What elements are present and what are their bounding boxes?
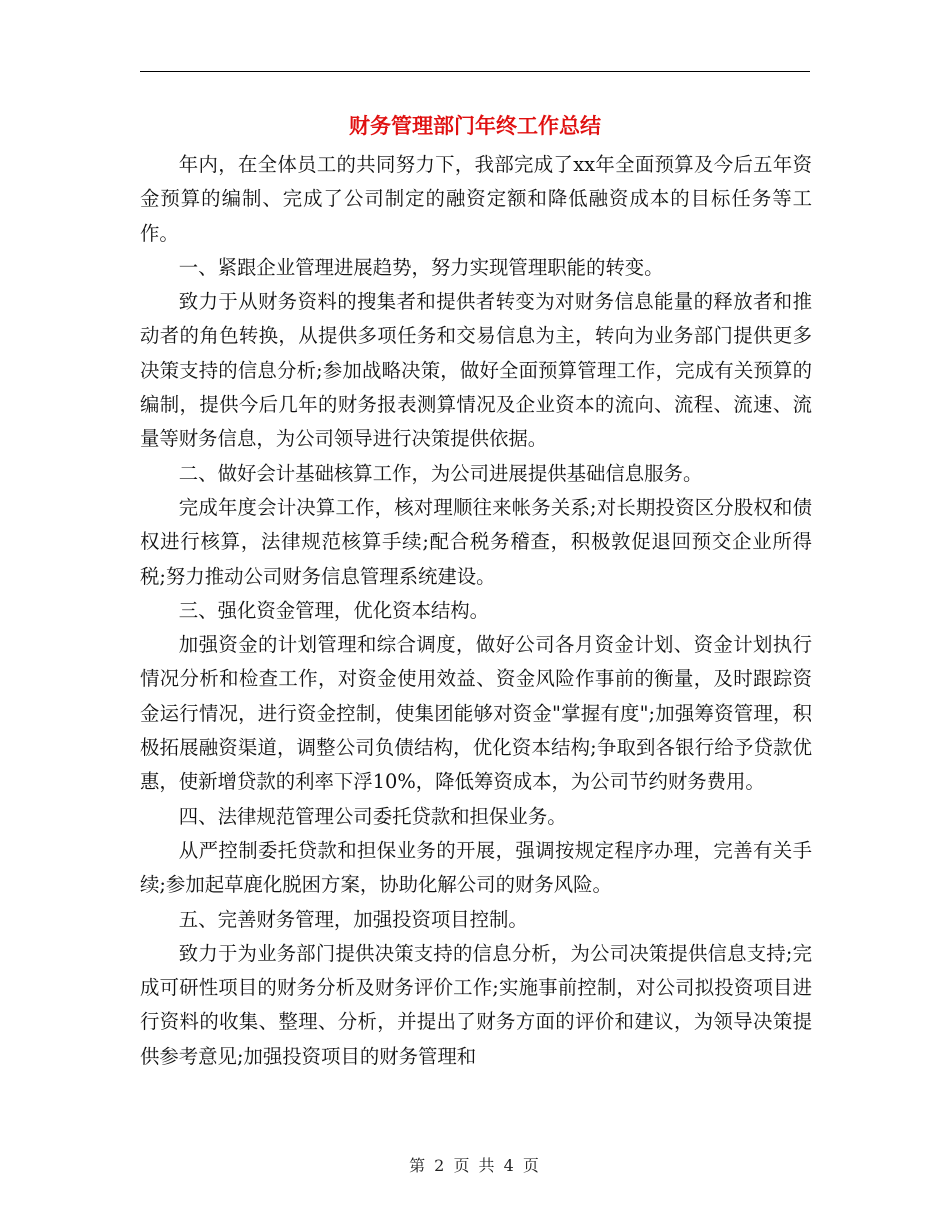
document-title: 财务管理部门年终工作总结 xyxy=(349,113,601,138)
header-rule xyxy=(140,71,810,72)
page-number-footer: 第 2 页 共 4 页 xyxy=(409,1156,541,1175)
paragraph: 致力于从财务资料的搜集者和提供者转变为对财务信息能量的释放者和推动者的角色转换，从提供多项任务和交易信息为主，转向为业务部门提供更多决策支持的信息分析;参加战略决策，做好全面预算管理工作，完成有关预算的编制，提供今后几年的财务报表测算情况及企业资本的流向、流程、流速、流量等财务信息，为公司领导进行决策提供依据。 xyxy=(140,290,812,451)
section-heading: 一、紧跟企业管理进展趋势，努力实现管理职能的转变。 xyxy=(178,255,664,279)
section-heading: 四、法律规范管理公司委托贷款和担保业务。 xyxy=(178,804,567,828)
section-heading: 二、做好会计基础核算工作，为公司进展提供基础信息服务。 xyxy=(178,461,703,485)
paragraph: 年内，在全体员工的共同努力下，我部完成了xx年全面预算及今后五年资金预算的编制、完成了公司制定的融资定额和降低融资成本的目标任务等工作。 xyxy=(140,153,812,245)
paragraph: 从严控制委托贷款和担保业务的开展，强调按规定程序办理，完善有关手续;参加起草鹿化脱困方案，协助化解公司的财务风险。 xyxy=(140,838,812,897)
paragraph: 完成年度会计决算工作，核对理顺往来帐务关系;对长期投资区分股权和债权进行核算，法律规范核算手续;配合税务稽查，积极敦促退回预交企业所得税;努力推动公司财务信息管理系统建设。 xyxy=(140,495,812,588)
document-body xyxy=(140,148,812,1074)
section-heading: 五、完善财务管理，加强投资项目控制。 xyxy=(178,907,528,931)
section-heading: 三、强化资金管理，优化资本结构。 xyxy=(178,598,490,622)
paragraph: 致力于为业务部门提供决策支持的信息分析，为公司决策提供信息支持;完成可研性项目的财务分析及财务评价工作;实施事前控制，对公司拟投资项目进行资料的收集、整理、分析，并提出了财务方面的评价和建议，为领导决策提供参考意见;加强投资项目的财务管理和 xyxy=(140,941,812,1068)
paragraph: 加强资金的计划管理和综合调度，做好公司各月资金计划、资金计划执行情况分析和检查工作，对资金使用效益、资金风险作事前的衡量，及时跟踪资金运行情况，进行资金控制，使集团能够对资金"掌握有度";加强筹资管理，积极拓展融资渠道，调整公司负债结构，优化资本结构;争取到各银行给予贷款优惠，使新增贷款的利率下浮10%，降低筹资成本，为公司节约财务费用。 xyxy=(140,633,812,794)
